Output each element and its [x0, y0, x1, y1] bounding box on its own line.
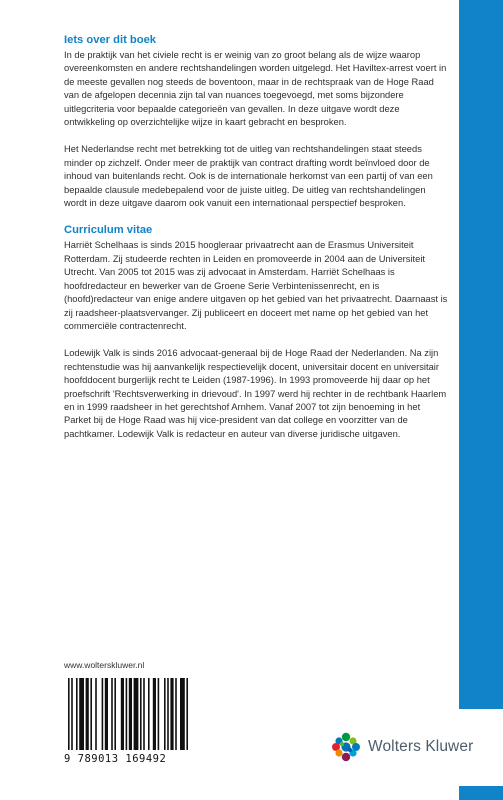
- isbn-number: 9 789013 169492: [64, 753, 167, 765]
- barcode-bar: [186, 678, 188, 750]
- barcode-bar: [167, 678, 169, 750]
- barcode-bars: [64, 674, 192, 752]
- barcode-bar: [143, 678, 145, 750]
- barcode-bar: [79, 678, 84, 750]
- barcode-bar: [134, 678, 139, 750]
- barcode-bar: [68, 678, 70, 750]
- barcode-bar: [90, 678, 92, 750]
- barcode-bar: [140, 678, 142, 750]
- barcode-bar: [95, 678, 97, 750]
- barcode-bar: [164, 678, 166, 750]
- barcode-bar: [129, 678, 132, 750]
- barcode-bar: [170, 678, 173, 750]
- barcode-bar: [126, 678, 128, 750]
- about-heading: Iets over dit boek: [64, 34, 157, 46]
- barcode-bar: [111, 678, 113, 750]
- barcode-bar: [175, 678, 177, 750]
- publisher-url: www.wolterskluwer.nl: [64, 660, 145, 670]
- barcode-bar: [76, 678, 78, 750]
- cv-paragraph-schelhaas: Harriët Schelhaas is sinds 2015 hoogleraar privaatrecht aan de Erasmus Universiteit Rotterdam. Zij studeerde rechten in Leiden en promoveerde in 2004 aan de Universiteit Utrecht. Van 2005 tot 2015 was zij advocaat in Amsterdam. Harriët Schelhaas is hoofdredacteur en bewerker van de Groene Serie Verbintenissenrecht, en is (hoofd)redacteur van enige andere uitgaven op het gebied van het privaatrecht. Daarnaast is zij raadsheer-plaatsvervanger. Zij publiceert en doceert met name op het gebied van het commerciële contractenrecht.: [64, 240, 448, 331]
- publisher-logo: [316, 709, 503, 786]
- barcode-bar: [86, 678, 89, 750]
- barcode-bar: [148, 678, 150, 750]
- about-paragraph-1: In de praktijk van het civiele recht is er weinig van zo groot belang als de wijze waarop overeenkomsten en andere rechtshandelingen worden uitgelegd. Het Haviltex-arrest voert in de meeste gevallen nog steeds de boventoon, maar in de rechtspraak van de Hoge Raad van de afgelopen decennia zijn tal van nuances toegevoegd, met soms bijzondere uitlegcriteria voor bepaalde categorieën van gevallen. In deze uitgave wordt deze ontwikkeling op overzichtelijke wijze in kaart gebracht en besproken.: [64, 50, 447, 128]
- back-cover-text: [64, 34, 449, 441]
- publisher-name: Wolters Kluwer: [368, 738, 474, 755]
- barcode-bar: [71, 678, 73, 750]
- spine-accent-bar: [459, 0, 503, 800]
- barcode-bar: [153, 678, 156, 750]
- barcode-bar: [114, 678, 116, 750]
- barcode-bar: [180, 678, 185, 750]
- cv-heading: Curriculum vitae: [64, 224, 153, 237]
- barcode-bar: [158, 678, 160, 750]
- barcode-bar: [121, 678, 124, 750]
- barcode-bar: [102, 678, 104, 750]
- left-margin: [0, 0, 57, 800]
- cv-paragraph-valk: Lodewijk Valk is sinds 2016 advocaat-generaal bij de Hoge Raad der Nederlanden. Na zijn rechtenstudie was hij aanvankelijk respectievelijk docent, universitair docent en universitair hoofddocent burgerlijk recht te Leiden (1987-1996). In 1993 promoveerde hij daar op het proefschrift 'Rechtsverwerking in drievoud'. In 1997 werd hij rechter in de rechtbank Haarlem en in 1999 raadsheer in het gerechtshof Arnhem. Vanaf 2007 tot zijn benoeming in het Parket bij de Hoge Raad was hij vice-president van dat college en voorzitter van de pachtkamer. Lodewijk Valk is redacteur en auteur van diverse juridische uitgaven.: [64, 348, 447, 439]
- wolters-kluwer-mark-icon: [330, 731, 362, 763]
- about-paragraph-2: Het Nederlandse recht met betrekking tot de uitleg van rechtshandelingen staat steeds minder op zichzelf. Onder meer de praktijk van contract drafting wordt beïnvloed door de inhoud van buitenlands recht. Ook is de internationale herkomst van een partij of van een bepaalde clausule medebepalend voor de juiste uitleg. De uitleg van rechtshandelingen wordt in deze uitgave daarom ook vanuit een internationaal perspectief besproken.: [64, 144, 433, 209]
- barcode-bar: [105, 678, 108, 750]
